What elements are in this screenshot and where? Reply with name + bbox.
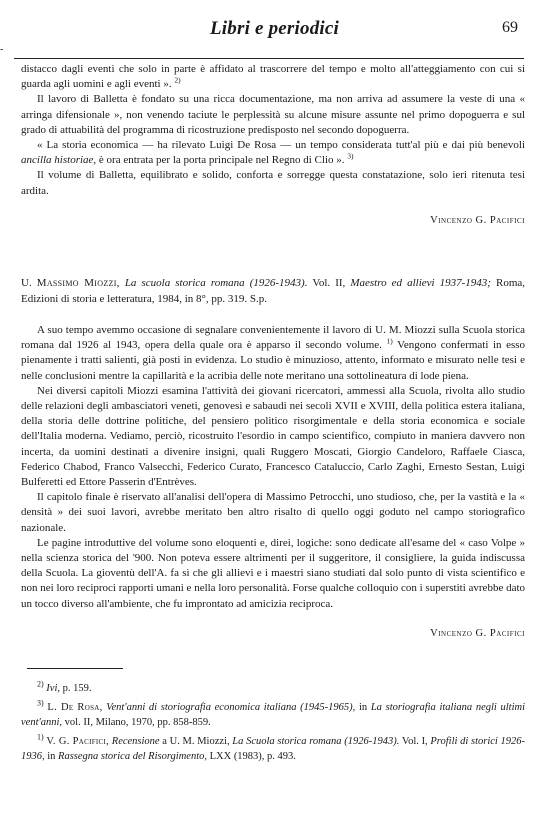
paragraph: Le pagine introduttive del volume sono eloquenti e, direi, logiche: sono dedicate all'esame del « caso Volpe » nella scienza storica del '900. Non poteva essere altrimenti per il suggeritore, il consigliere, la guida indiscussa della Scuola. La gioventù dell'A. fa sì che gli allievi e i maestri siano studiati dal solo punto di vista scientifico e non nei loro reciproci rapporti umani e nella loro personalità. Forse qualche colloquio con i superstiti avrebbe dato un tocco diverso all'ambiente, che fu improntato ad amicizia reciproca. [21, 536, 526, 610]
footnote: $^{2)}$ Ivi, p. 159. [37, 679, 92, 694]
paragraph: Il capitolo finale è riservato all'analisi dell'opera di Massimo Petrocchi, uno studioso, che, per la vastità e la « densità » dei suoi lavori, avrebbe meritato ben altro risalto di quello oggi goduto nel campo storiografico nazionale. [21, 491, 525, 534]
paragraph: Il volume di Balletta, equilibrato e solido, conforta e sorregge questa constatazione, solo ieri ritenuta tesi ardita. [21, 169, 525, 197]
review-title: La scuola storica romana (1926-1943). [124, 277, 308, 289]
paragraph: Nei diversi capitoli Miozzi esamina l'attività dei giovani ricercatori, ammessi alla Scuola, rivolta allo studio delle relazioni degli ambasciatori veneti, genovesi e sabaudi nei secoli XVII e XVIII, della politica estera italiana, della storia delle dottrine politiche, del pensiero politico risorgimentale e della storia economica e sociale dell'Italia moderna. Vediamo, perciò, ricostruito l'esordio in campo scientifico, compiuto in maniera davvero non incerta, da uomini destinati a divenire insigni, quali Ruggero Moscati, Giorgio Candeloro, Raffaele Ciasca, Federico Chabod, Franco Valsecchi, Federico Curato, Francesco Cataluccio, Carlo Zaghi, Ernesto Sestan, Luigi Bulferetti ed Ettore Passerin d'Entrèves. [21, 384, 525, 489]
footnote-ref: 3) [347, 151, 354, 161]
page-header [0, 18, 550, 48]
paragraph: Il lavoro di Balletta è fondato su una ricca documentazione, ma non arriva ad assumere la veste di una « arringa difensionale », non venendo taciute le perplessità su alcune misure assunte nel primo dopoguerra e sul grado di attuabilità del programma di ricostruzione predisposto nel secondo dopoguerra. [21, 93, 525, 136]
review-author: Massimo Miozzi, [36, 277, 120, 289]
footnotes [21, 681, 525, 765]
footnote-rule [27, 668, 123, 669]
first-review [21, 62, 525, 228]
paragraph: A suo tempo avemmo occasione di segnalare convenientemente il lavoro di U. M. Miozzi sulla Scuola storica romana dal 1926 al 1943, opera della quale ora è apparso il secondo volume. $^{1)}$ Vengono confermati in esso pienamente i tratti salienti, già posti in evidenza. Lo studio è minuzioso, attento, informato e misurato nelle tesi e nelle conclusioni mentre la capillarità e la acribia delle note meritano una sottolineatura di lode piena. [21, 324, 526, 382]
footnote: $^{1)}$ V. G. Pacifici, Recensione a U. M. Miozzi, La Scuola storica romana (1926-1943). Vol. I, Profili di storici 1926-1936, in Rassegna storica del Risorgimento, LXX (1983), p. 493. [21, 732, 526, 762]
margin-mark: - [0, 44, 4, 55]
paragraph: « La storia economica — ha rilevato Luigi De Rosa — un tempo considerata tutt'al più e dai più benevoli ancilla historiae, è ora entrata per la porta principale nel Regno di Clio ». $^{3)}$ [21, 139, 525, 167]
running-title: Libri e periodici [210, 18, 339, 39]
footnote: $^{3)}$ L. De Rosa, Vent'anni di storiografia economica italiana (1945-1965), in La storiografia italiana negli ultimi vent'anni, vol. II, Milano, 1970, pp. 858-859. [21, 698, 525, 728]
paragraph: distacco dagli eventi che solo in parte è affidato al trascorrere del tempo e molto all'atteggiamento con cui si guarda agli uomini e agli eventi ». $^{2)}$ [21, 63, 525, 91]
review-signature: Vincenzo G. Pacifici [430, 214, 525, 226]
review-heading: U. Massimo Miozzi, La scuola storica romana (1926-1943). Vol. II, Maestro ed allievi 1937-1943; Roma, Edizioni di storia e letteratura, 1984, in 8°, pp. 319. S.p. [21, 277, 526, 305]
publication-info: Roma, Edizioni di storia e letteratura, 1984, in 8°, pp. 319. S.p. [21, 277, 526, 305]
footnote-ref: 1) [386, 336, 393, 346]
review-signature: Vincenzo G. Pacifici [430, 627, 525, 639]
second-review [21, 276, 525, 641]
header-rule [14, 58, 524, 59]
page-number: 69 [502, 19, 518, 36]
footnote-ref: 2) [174, 75, 181, 85]
